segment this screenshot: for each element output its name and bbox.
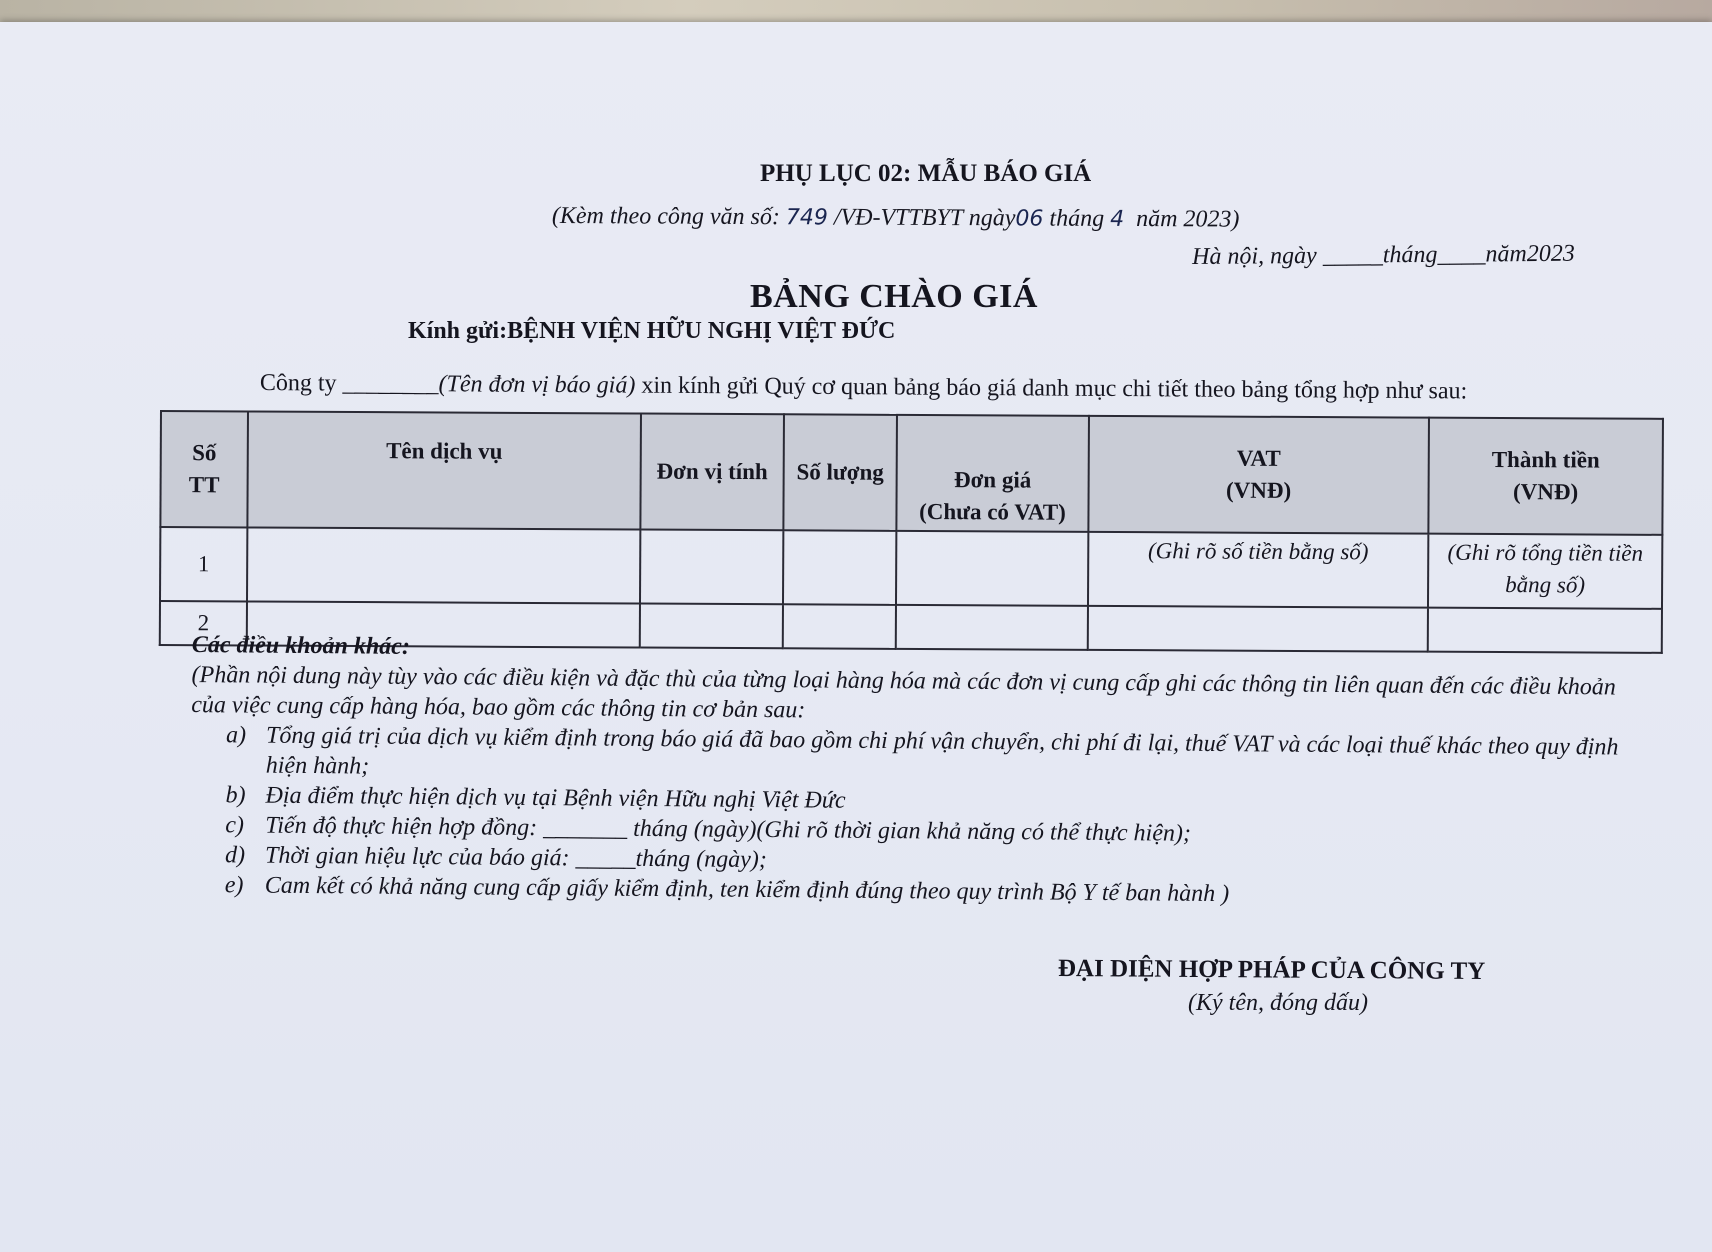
header-total: Thành tiền (VNĐ) [1428, 418, 1663, 535]
header-vat: VAT (VNĐ) [1088, 416, 1429, 534]
reference-prefix: (Kèm theo công văn số: [551, 203, 780, 231]
cell-stt: 1 [160, 527, 247, 601]
list-marker: b) [225, 782, 246, 809]
month-handwritten: 4 [1110, 206, 1125, 232]
reference-mid1: /VĐ-VTTBYT ngày [833, 204, 1016, 232]
list-marker: c) [225, 812, 245, 839]
day-handwritten: 06 [1015, 206, 1044, 232]
cell-unit [640, 530, 783, 605]
list-marker: e) [224, 872, 244, 899]
cell-vat-note: (Ghi rõ số tiền bằng số) [1088, 532, 1428, 608]
cell-service-name [247, 527, 640, 603]
header-unit-price: Đơn giá (Chưa có VAT) [896, 415, 1089, 532]
table-header-row [160, 411, 1663, 535]
terms-list [190, 720, 1632, 913]
doc-number-handwritten: 749 [785, 205, 828, 231]
list-text: Tiến độ thực hiện hợp đồng: _______ tháng (ngày)(Ghi rõ thời gian khả năng có thể thực hiện); [265, 812, 1192, 847]
quotation-table [159, 410, 1664, 654]
list-marker: d) [224, 842, 246, 869]
list-text: Địa điểm thực hiện dịch vụ tại Bệnh viện Hữu nghị Việt Đức [265, 782, 846, 814]
list-marker: a) [225, 722, 247, 749]
list-text: Tổng giá trị của dịch vụ kiểm định trong báo giá đã bao gồm chi phí vận chuyển, chi phí đi lại, thuế VAT và các loại thuế khác theo quy định hiện hành; [265, 722, 1619, 780]
reference-mid2: tháng [1049, 205, 1105, 232]
other-terms-intro: (Phần nội dung này tùy vào các điều kiện và đặc thù của từng loại hàng hóa mà các đơn vị cung cấp ghi các thông tin liên quan đến các điều khoản của việc cung cấp hàng hóa, bao gồm các thông tin cơ bản sau: [191, 661, 1616, 724]
intro-placeholder: (Tên đơn vị báo giá) [438, 371, 636, 399]
list-text: Cam kết có khả năng cung cấp giấy kiểm định, ten kiểm định đúng theo quy trình Bộ Y tế ban hành ) [264, 872, 1230, 908]
table-row [160, 527, 1662, 609]
header-quantity: Số lượng [783, 414, 897, 531]
cell-total-note: (Ghi rõ tổng tiền tiền bằng số) [1428, 534, 1662, 609]
appendix-title: PHỤ LỤC 02: MẪU BÁO GIÁ [760, 160, 1092, 187]
intro-prefix: Công ty ________ [259, 370, 439, 398]
cell-unit-price [896, 531, 1088, 606]
reference-suffix: năm 2023) [1136, 206, 1240, 233]
signature-note: (Ký tên, đóng dấu) [1188, 990, 1368, 1016]
intro-suffix: xin kính gửi Quý cơ quan bảng báo giá danh mục chi tiết theo bảng tổng hợp như sau: [635, 372, 1468, 405]
signature-title: ĐẠI DIỆN HỢP PHÁP CỦA CÔNG TY [1057, 955, 1486, 985]
other-terms-heading: Các điều khoản khác: [191, 631, 410, 660]
cell-quantity [783, 530, 896, 605]
header-service-name: Tên dịch vụ [247, 411, 641, 529]
list-text: Thời gian hiệu lực của báo giá: _____tháng (ngày); [264, 842, 767, 874]
header-unit: Đơn vị tính [640, 414, 784, 531]
addressee: Kính gửi:BỆNH VIỆN HỮU NGHỊ VIỆT ĐỨC [408, 318, 896, 344]
other-terms-section [190, 630, 1632, 913]
cell-stt: 2 [160, 601, 247, 645]
header-stt: Số TT [160, 411, 248, 527]
reference-line [552, 203, 1240, 234]
date-line: Hà nội, ngày _____tháng____năm2023 [1192, 240, 1575, 270]
main-title: BẢNG CHÀO GIÁ [750, 278, 1038, 315]
